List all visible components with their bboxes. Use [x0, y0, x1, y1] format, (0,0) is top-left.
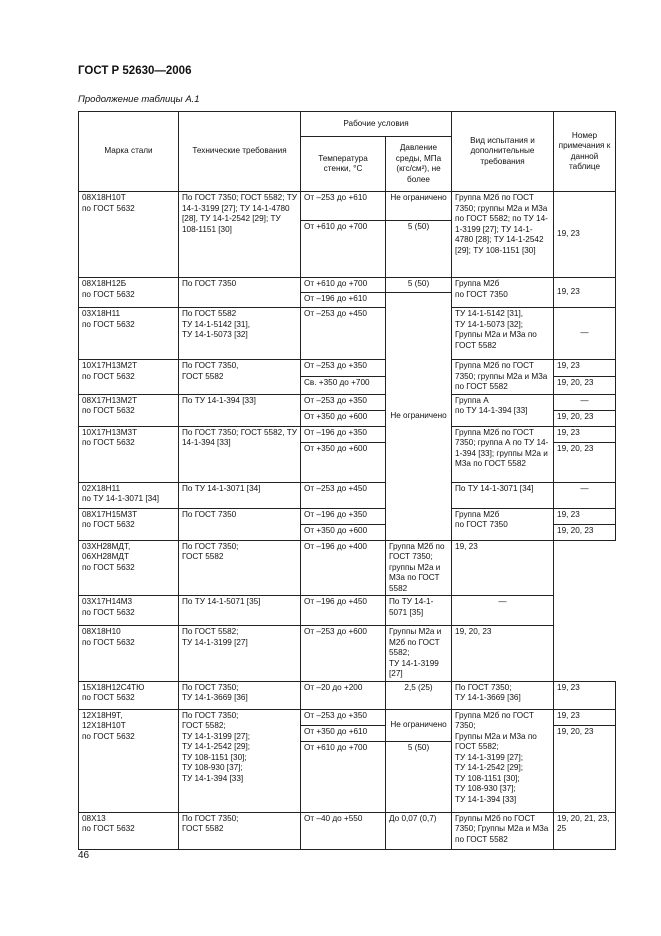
cell-grade: 08Х13 по ГОСТ 5632	[79, 812, 179, 849]
cell-tests: Группа М2б по ГОСТ 7350; Группы М2а и М3а по ГОСТ 5582; ТУ 14-1-3199 [27]; ТУ 14-1-2542 [29]; ТУ 108-1151 [30]; ТУ 108-930 [37]; ТУ 14-1-394 [33]	[452, 709, 554, 812]
cell-tests: Группы М2а и М2б по ГОСТ 5582; ТУ 14-1-3199 [27]	[386, 626, 452, 682]
cell-tests: По ТУ 14-1-3071 [34]	[452, 482, 554, 508]
cell-temperature: От +610 до +700	[301, 221, 386, 278]
cell-tests: По ТУ 14-1-5071 [35]	[386, 596, 452, 626]
cell-tech: По ГОСТ 5582; ТУ 14-1-3199 [27]	[179, 626, 301, 682]
cell-notes: 19, 20, 21, 23, 25	[554, 812, 616, 849]
table-row	[79, 192, 616, 221]
cell-temperature: От –253 до +610	[301, 192, 386, 221]
table-row	[79, 508, 616, 524]
cell-temperature: От –196 до +610	[301, 293, 386, 308]
table-continuation-caption: Продолжение таблицы А.1	[78, 94, 200, 105]
header-tech: Технические требования	[179, 112, 301, 192]
cell-notes: 19, 23	[554, 508, 616, 524]
table-row	[79, 596, 616, 626]
cell-tech: По ГОСТ 7350; ГОСТ 5582	[179, 540, 301, 596]
cell-temperature: От +610 до +700	[301, 278, 386, 293]
table-row	[79, 709, 616, 725]
cell-notes: 19, 20, 23	[554, 524, 616, 540]
cell-temperature: От –253 до +350	[301, 709, 386, 725]
cell-temperature: От –196 до +350	[301, 508, 386, 524]
table-row	[79, 626, 616, 682]
cell-pressure-merged: Не ограничено	[386, 293, 452, 541]
cell-notes: —	[452, 596, 554, 626]
cell-grade: 10Х17Н13М3Т по ГОСТ 5632	[79, 426, 179, 482]
cell-tests: Группы М2б по ГОСТ 7350; Группы М2а и М3а по ГОСТ 5582	[452, 812, 554, 849]
cell-notes: 19, 23	[554, 709, 616, 725]
cell-temperature: От –196 до +400	[301, 540, 386, 596]
cell-notes: 19, 20, 23	[554, 410, 616, 426]
table-row	[79, 681, 616, 709]
cell-tests: Группа М2б по ГОСТ 7350; группы М2а и М3а по ГОСТ 5582; по ТУ 14-1-3199 [27]; ТУ 14-1-4780 [28]; ТУ 14-1-2542 [29]; ТУ 108-1151 [30]	[452, 192, 554, 278]
cell-notes: 19, 23	[554, 681, 616, 709]
cell-temperature: От –253 до +350	[301, 394, 386, 410]
table-row	[79, 812, 616, 849]
cell-pressure: Не ограничено	[386, 192, 452, 221]
cell-tests: Группа М2б по ГОСТ 7350; группа А по ТУ 14-1-394 [33]; группы М2а и М3а по ГОСТ 5582	[452, 426, 554, 482]
document-title: ГОСТ Р 52630—2006	[78, 65, 192, 77]
cell-pressure: 5 (50)	[386, 741, 452, 812]
cell-grade: 08Х17Н13М2Т по ГОСТ 5632	[79, 394, 179, 426]
page-number: 46	[78, 850, 90, 861]
header-row	[79, 112, 616, 137]
table-row	[79, 540, 616, 596]
cell-tech: По ТУ 14-1-394 [33]	[179, 394, 301, 426]
cell-temperature: От –40 до +550	[301, 812, 386, 849]
cell-temperature: От +610 до +700	[301, 741, 386, 812]
cell-tech: По ГОСТ 7350	[179, 508, 301, 540]
table-row	[79, 482, 616, 508]
cell-grade: 03ХН28МДТ, 06ХН28МДТ по ГОСТ 5632	[79, 540, 179, 596]
cell-tech: По ГОСТ 7350; ГОСТ 5582	[179, 812, 301, 849]
table-row	[79, 360, 616, 377]
cell-notes: —	[554, 482, 616, 508]
cell-tech: По ТУ 14-1-5071 [35]	[179, 596, 301, 626]
cell-tech: По ГОСТ 7350; ГОСТ 5582; ТУ 14-1-3199 [27]; ТУ 14-1-4780 [28], ТУ 14-1-2542 [29]; ТУ 108-1151 [30]	[179, 192, 301, 278]
cell-pressure: 2,5 (25)	[386, 681, 452, 709]
cell-tests: По ГОСТ 7350; ТУ 14-1-3669 [36]	[452, 681, 554, 709]
cell-temperature: От –20 до +200	[301, 681, 386, 709]
table-row	[79, 426, 616, 442]
cell-tech: По ГОСТ 5582 ТУ 14-1-5142 [31], ТУ 14-1-5073 [32]	[179, 308, 301, 360]
cell-tech: По ГОСТ 7350; ТУ 14-1-3669 [36]	[179, 681, 301, 709]
cell-tech: По ГОСТ 7350; ГОСТ 5582; ТУ 14-1-3199 [27]; ТУ 14-1-2542 [29]; ТУ 108-1151 [30]; ТУ 108-930 [37]; ТУ 14-1-394 [33]	[179, 709, 301, 812]
cell-tech: По ГОСТ 7350; ГОСТ 5582, ТУ 14-1-394 [33]	[179, 426, 301, 482]
cell-notes: —	[554, 394, 616, 410]
cell-pressure: 5 (50)	[386, 221, 452, 278]
cell-notes: 19, 23	[554, 278, 616, 308]
cell-notes: 19, 23	[554, 192, 616, 278]
cell-temperature: От –196 до +450	[301, 596, 386, 626]
table-row	[79, 308, 616, 360]
cell-tests: Группа М2б по ГОСТ 7350; группы М2а и М3а по ГОСТ 5582	[452, 360, 554, 395]
cell-notes: —	[554, 308, 616, 360]
cell-tech: По ГОСТ 7350	[179, 278, 301, 308]
cell-tech: По ГОСТ 7350, ГОСТ 5582	[179, 360, 301, 395]
cell-temperature: От +350 до +610	[301, 725, 386, 741]
cell-notes: 19, 23	[452, 540, 554, 596]
cell-temperature: От –253 до +450	[301, 482, 386, 508]
cell-tests: Группа М2б по ГОСТ 7350; группы М2а и М3а по ГОСТ 5582	[386, 540, 452, 596]
table-row	[79, 394, 616, 410]
cell-grade: 08Х18Н12Б по ГОСТ 5632	[79, 278, 179, 308]
cell-grade: 02Х18Н11 по ТУ 14-1-3071 [34]	[79, 482, 179, 508]
cell-notes: 19, 23	[554, 426, 616, 442]
cell-tests: Группа М2б по ГОСТ 7350	[452, 508, 554, 540]
cell-temperature: От +350 до +600	[301, 442, 386, 482]
header-notes: Номер примечания к данной таблице	[554, 112, 616, 192]
cell-tests: ТУ 14-1-5142 [31], ТУ 14-1-5073 [32]; Группы М2а и М3а по ГОСТ 5582	[452, 308, 554, 360]
cell-grade: 03Х18Н11 по ГОСТ 5632	[79, 308, 179, 360]
cell-grade: 08Х18Н10Т по ГОСТ 5632	[79, 192, 179, 278]
cell-pressure: Не ограничено	[386, 709, 452, 741]
header-pressure: Давление среды, МПа (кгс/см²), не более	[386, 137, 452, 192]
cell-notes: 19, 20, 23	[452, 626, 554, 682]
cell-grade: 10Х17Н13М2Т по ГОСТ 5632	[79, 360, 179, 395]
cell-grade: 12Х18Н9Т, 12Х18Н10Т по ГОСТ 5632	[79, 709, 179, 812]
table-row	[79, 278, 616, 293]
cell-temperature: От +350 до +600	[301, 410, 386, 426]
cell-temperature: От +350 до +600	[301, 524, 386, 540]
header-temperature: Температура стенки, °С	[301, 137, 386, 192]
cell-notes: 19, 20, 23	[554, 725, 616, 812]
header-tests: Вид испытания и дополнительные требования	[452, 112, 554, 192]
cell-grade: 03Х17Н14М3 по ГОСТ 5632	[79, 596, 179, 626]
steel-grades-table	[78, 111, 616, 850]
cell-tech: По ТУ 14-1-3071 [34]	[179, 482, 301, 508]
cell-temperature: От –253 до +600	[301, 626, 386, 682]
cell-temperature: Св. +350 до +700	[301, 377, 386, 394]
header-conditions: Рабочие условия	[301, 112, 452, 137]
cell-temperature: От –253 до +450	[301, 308, 386, 360]
cell-pressure: До 0,07 (0,7)	[386, 812, 452, 849]
cell-notes: 19, 20, 23	[554, 377, 616, 394]
cell-grade: 15Х18Н12С4ТЮ по ГОСТ 5632	[79, 681, 179, 709]
header-grade: Марка стали	[79, 112, 179, 192]
cell-tests: Группа А по ТУ 14-1-394 [33]	[452, 394, 554, 426]
cell-pressure: 5 (50)	[386, 278, 452, 293]
cell-temperature: От –253 до +350	[301, 360, 386, 377]
cell-temperature: От –196 до +350	[301, 426, 386, 442]
cell-notes: 19, 20, 23	[554, 442, 616, 482]
cell-grade: 08Х18Н10 по ГОСТ 5632	[79, 626, 179, 682]
cell-notes: 19, 23	[554, 360, 616, 377]
cell-tests: Группа М2б по ГОСТ 7350	[452, 278, 554, 308]
cell-grade: 08Х17Н15М3Т по ГОСТ 5632	[79, 508, 179, 540]
